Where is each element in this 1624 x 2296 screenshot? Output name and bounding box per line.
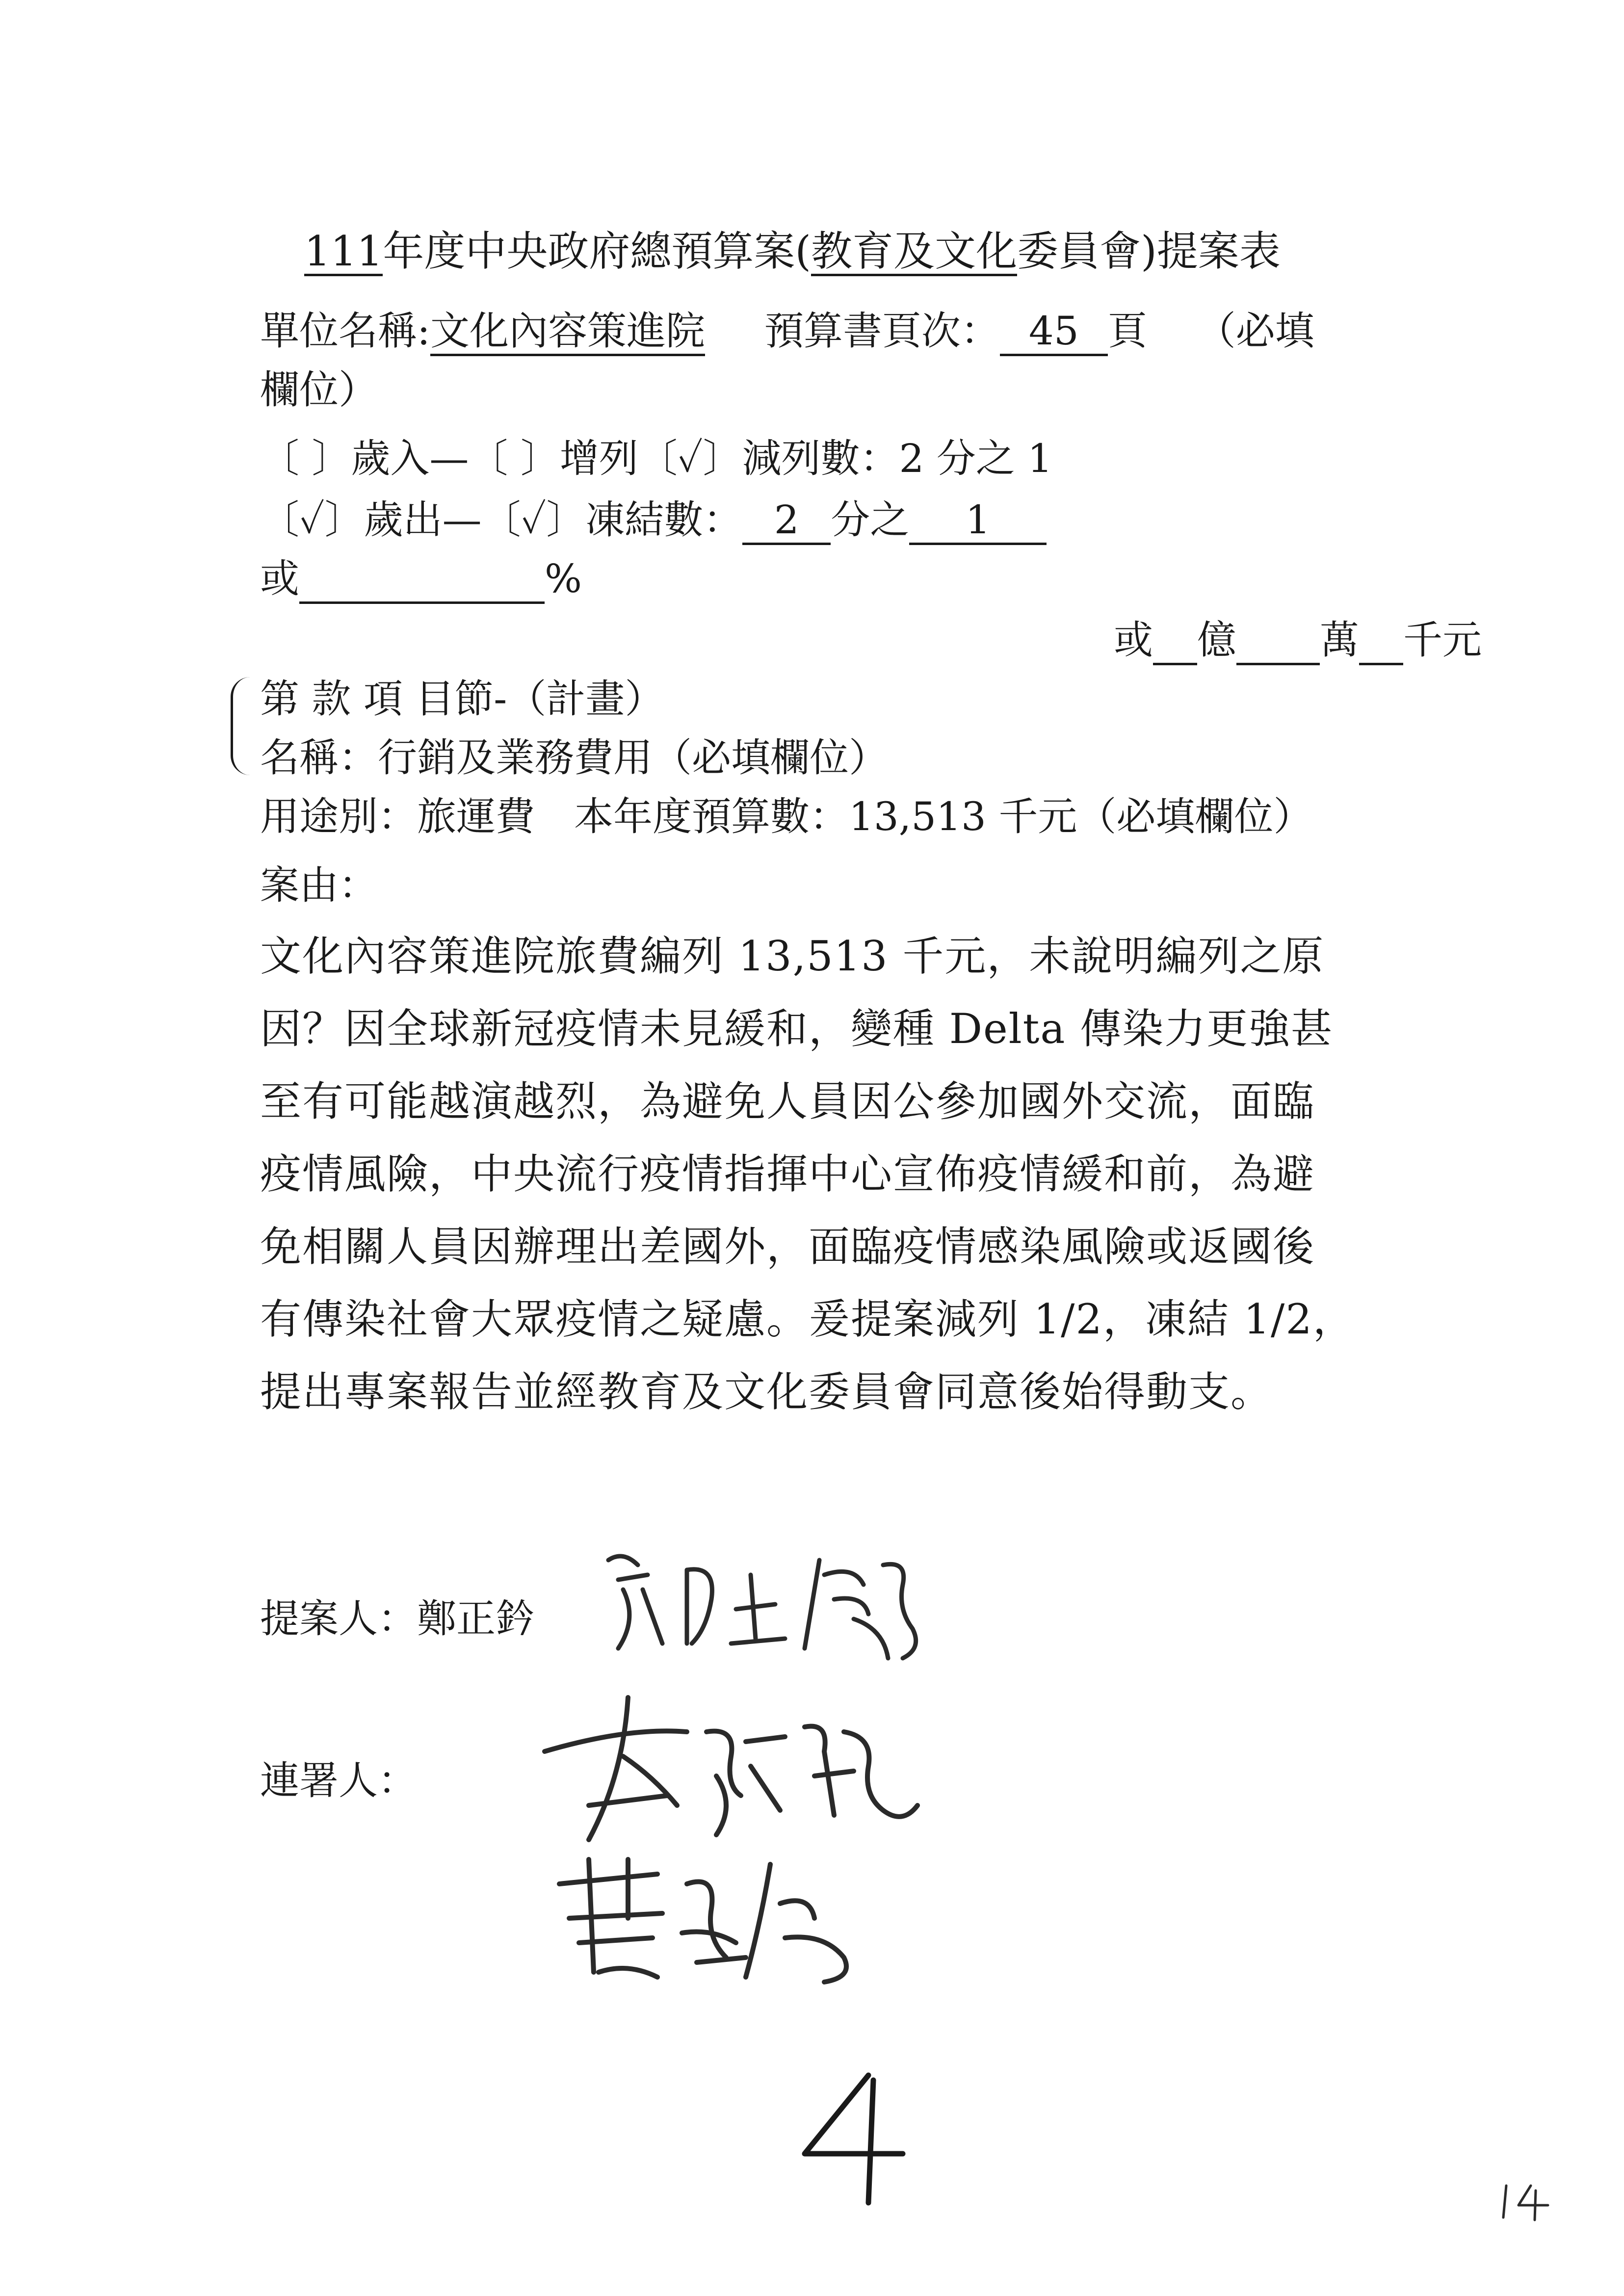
section-brace	[231, 677, 253, 775]
form-title	[304, 227, 1281, 276]
page-suffix: 頁	[1107, 308, 1147, 354]
reason-line: 文化內容策進院旅費編列 13,513 千元，未說明編列之原	[260, 932, 1325, 980]
amount-yi: 億	[1197, 617, 1236, 663]
or-label: 或	[260, 556, 299, 601]
required-note: （必填	[1196, 308, 1314, 354]
title-year: 111	[304, 227, 383, 275]
proposer-signature	[589, 1531, 942, 1668]
cosigner-label: 連署人：	[260, 1758, 417, 1803]
cosigner-signature-1	[530, 1678, 932, 1864]
reason-line: 提出專案報告並經教育及文化委員會同意後始得動支。	[260, 1368, 1273, 1416]
amount-qian: 千元	[1403, 617, 1482, 663]
unit-label: 單位名稱:	[260, 308, 430, 354]
amount-wan-blank	[1236, 618, 1320, 665]
check-row-expense-label: 〔✓〕歲出—〔✓〕凍結數：	[260, 497, 743, 543]
page-value: 45	[1000, 309, 1108, 356]
percent-sign: %	[545, 556, 582, 601]
amount-or: 或	[1114, 617, 1153, 663]
freeze-denominator: 1	[909, 497, 1047, 545]
reason-line: 免相關人員因辦理出差國外，面臨疫情感染風險或返國後	[260, 1223, 1315, 1271]
reason-line: 至有可能越演越烈，為避免人員因公參加國外交流，面臨	[260, 1077, 1315, 1125]
amount-row	[1114, 616, 1482, 665]
amount-yi-blank	[1153, 618, 1197, 665]
proposer-label: 提案人：鄭正鈐	[260, 1596, 535, 1642]
amount-wan: 萬	[1320, 617, 1359, 663]
unit-value: 文化內容策進院	[430, 309, 705, 356]
section-label: 第 款 項 目節-（計畫）	[260, 676, 664, 722]
title-end: 委員會)提案表	[1017, 227, 1281, 275]
cosigner-signature-2	[550, 1845, 873, 1992]
freeze-numerator: 2	[742, 497, 831, 545]
check-row-expense	[260, 496, 1047, 545]
reason-line: 疫情風險，中央流行疫情指揮中心宣佈疫情緩和前，為避	[260, 1150, 1315, 1198]
percent-row	[260, 554, 582, 604]
page-label: 預算書頁次：	[764, 308, 1000, 354]
check-row-revenue: 〔 〕歲入—〔 〕增列〔✓〕減列數：2 分之 1	[260, 436, 1053, 481]
reason-label: 案由：	[260, 862, 378, 908]
page-number	[1496, 2178, 1565, 2222]
reason-line: 因？因全球新冠疫情未見緩和，變種 Delta 傳染力更強甚	[260, 1005, 1334, 1053]
amount-qian-blank	[1359, 618, 1403, 665]
handwritten-number	[795, 2065, 913, 2213]
title-committee: 教育及文化	[811, 227, 1018, 275]
required-note-cont: 欄位）	[260, 367, 378, 413]
percent-blank	[299, 556, 545, 604]
usage-label: 用途別：旅運費 本年度預算數：13,513 千元（必填欄位）	[260, 794, 1313, 839]
unit-row	[260, 307, 1314, 356]
title-mid: 年度中央政府總預算案(	[383, 227, 812, 275]
name-label: 名稱：行銷及業務費用（必填欄位）	[260, 735, 888, 781]
reason-text	[260, 920, 1418, 1428]
fraction-word: 分之	[831, 497, 910, 543]
reason-line: 有傳染社會大眾疫情之疑慮。爰提案減列 1/2，凍結 1/2，	[260, 1295, 1355, 1343]
